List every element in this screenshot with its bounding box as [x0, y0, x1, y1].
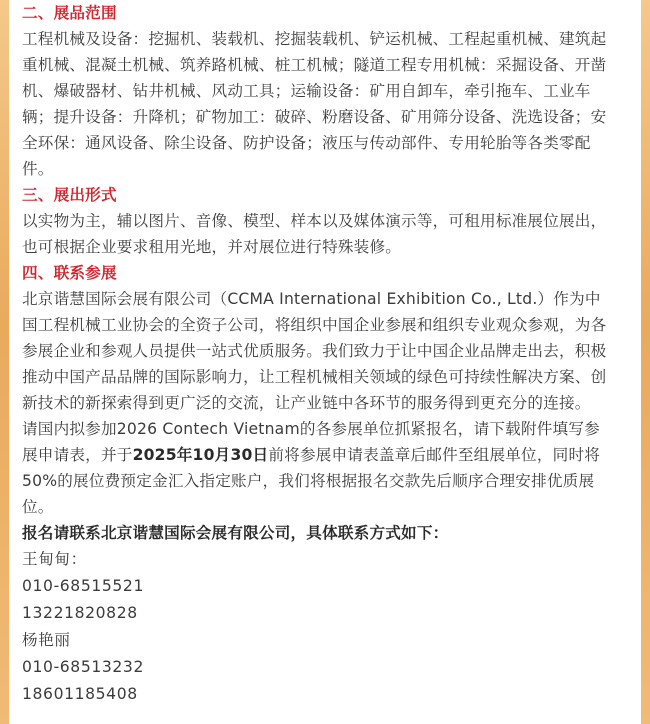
contact-mobile-1: 13221820828 — [22, 604, 138, 622]
contact-participation-paragraph — [22, 286, 627, 520]
contact-list — [22, 546, 627, 708]
text-line: 机、爆破器材、钻井机械、风动工具；运输设备：矿用自卸车，牵引拖车、工业车 — [22, 82, 591, 100]
left-decorative-border — [0, 0, 9, 724]
text-line: 国工程机械工业协会的全资子公司，将组织中国企业参展和组织专业观众参观，为各 — [22, 316, 607, 334]
text-line: 重机械、混凝土机械、筑养路机械、桩工机械；隧道工程专用机械：采掘设备、开凿 — [22, 56, 607, 74]
article-body — [22, 0, 627, 708]
text-line: 以实物为主，辅以图片、音像、模型、样本以及媒体演示等，可租用标准展位展出， — [22, 212, 607, 230]
exhibit-scope-paragraph — [22, 26, 627, 182]
text-line: 全环保：通风设备、除尘设备、防护设备；液压与传动部件、专用轮胎等各类零配 — [22, 134, 591, 152]
text-line: 北京谐慧国际会展有限公司（CCMA International Exhibition Co., Ltd.）作为中 — [22, 290, 601, 308]
contact-phone-2: 010-68513232 — [22, 658, 144, 676]
text-line: 50%的展位费预定金汇入指定账户，我们将根据报名交款先后顺序合理安排优质展 — [22, 472, 595, 490]
text-line: 新技术的新探索得到更广泛的交流，让产业链中各环节的服务得到更充分的连接。 — [22, 394, 591, 412]
text-line: 参展企业和参观人员提供一站式优质服务。我们致力于让中国企业品牌走出去，积极 — [22, 342, 607, 360]
contact-intro: 报名请联系北京谐慧国际会展有限公司，具体联系方式如下： — [22, 524, 449, 542]
contact-mobile-2: 18601185408 — [22, 685, 138, 703]
text-line: 辆；提升设备：升降机；矿物加工：破碎、粉磨设备、矿用筛分设备、洗选设备；安 — [22, 108, 607, 126]
section-heading-exhibit-form: 三、展出形式 — [22, 186, 117, 204]
contact-name-2: 杨艳丽 — [22, 631, 71, 649]
right-decorative-border — [641, 0, 650, 724]
text-line: 请国内拟参加2026 Contech Vietnam的各参展单位抓紧报名，请下载附件填写参 — [22, 420, 600, 438]
text-line: 也可根据企业要求租用光地，并对展位进行特殊装修。 — [22, 238, 402, 256]
exhibit-form-paragraph — [22, 208, 627, 260]
contact-name-1: 王甸甸： — [22, 550, 87, 568]
section-heading-exhibit-scope: 二、展品范围 — [22, 4, 117, 22]
section-heading-contact-participation: 四、联系参展 — [22, 264, 117, 282]
contact-phone-1: 010-68515521 — [22, 577, 144, 595]
text-line: 件。 — [22, 160, 54, 178]
deadline-date: 2025年10月30日 — [132, 446, 269, 464]
text-line: 推动中国产品品牌的国际影响力，让工程机械相关领域的绿色可持续性解决方案、创 — [22, 368, 607, 386]
text-line: 工程机械及设备：挖掘机、装载机、挖掘装载机、铲运机械、工程起重机械、建筑起 — [22, 30, 607, 48]
deadline-text-after: 前将参展申请表盖章后邮件至组展单位，同时将 — [268, 446, 601, 464]
deadline-line — [22, 442, 627, 468]
deadline-text-before: 展申请表，并于 — [22, 446, 133, 464]
text-line: 位。 — [22, 498, 54, 516]
content-card — [9, 0, 641, 724]
